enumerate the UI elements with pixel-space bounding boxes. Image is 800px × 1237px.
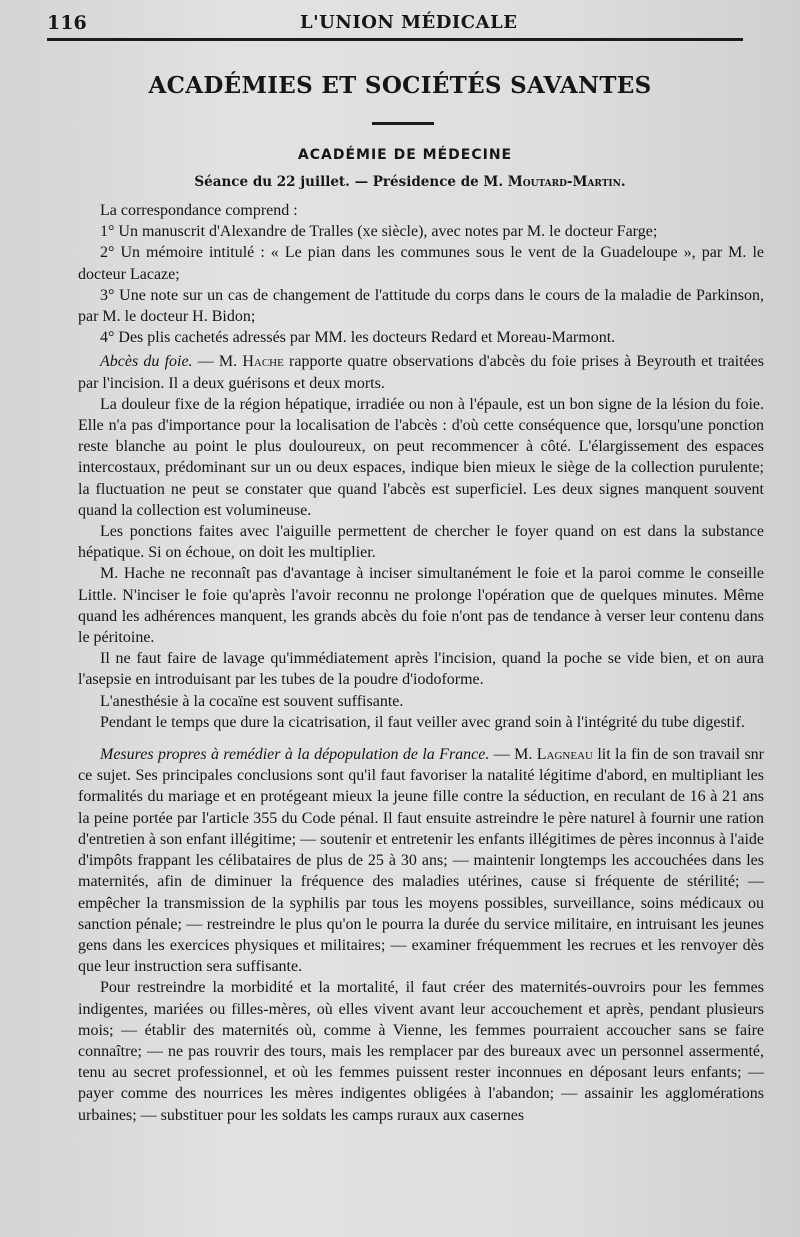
- paragraph-lead: Abcès du foie.: [100, 353, 193, 371]
- academy-heading: ACADÉMIE DE MÉDECINE: [297, 147, 513, 163]
- paragraph: 3° Une note sur un cas de changement de l'attitude du corps dans le cours de la maladie de Parkinson, par M. le docteur H. Bidon;: [78, 286, 764, 326]
- session-line: [0, 174, 800, 190]
- paragraph-dash: — M.: [489, 746, 537, 764]
- page-number: 116: [47, 12, 87, 34]
- paragraph-depopulation: [78, 744, 764, 977]
- article-body: [78, 200, 764, 1126]
- title-rule: [372, 122, 434, 125]
- session-prefix: Séance du 22 juillet. — Présidence de M.: [194, 174, 508, 190]
- header-rule: [47, 38, 743, 41]
- paragraph: L'anesthésie à la cocaïne est souvent suffisante.: [100, 692, 404, 710]
- paragraph-text: lit la fin de son travail snr ce sujet. Ses principales conclusions sont qu'il faut favoriser la natalité légitime d'abord, en multipliant les formalités du mariage et en protégeant mieux la jeune fille contre la séduction, en reculant de 16 à 21 ans la peine portée par l'article 355 du Code pénal. Il faut ensuite astreindre le père naturel à fournir une ration d'entretien à son enfant illégitime; — soutenir et entretenir les enfants illégitimes de pères inconnus à l'aide d'impôts frappant les célibataires de plus de 25 à 30 ans; — maintenir longtemps les accouchées dans les maternités, afin de diminuer la fréquence des maladies utérines, cause si fréquente de stérilité; — empêcher la transmission de la syphilis par tous les moyens possibles, surveillance, soins médicaux ou sanction pénale; — restreindre le plus qu'on le pourra la durée du service militaire, en intruisant les jeunes gens dans les exercices physiques et militaires; — examiner fréquemment les recrues et les renvoyer dès que leur instruction sera suffisante.: [78, 746, 764, 976]
- paragraph: 4° Des plis cachetés adressés par MM. les docteurs Redard et Moreau-Marmont.: [100, 329, 616, 347]
- paragraph: 2° Un mémoire intitulé : « Le pian dans les communes sous le vent de la Guadeloupe », par M. le docteur Lacaze;: [78, 244, 764, 283]
- paragraph: Il ne faut faire de lavage qu'immédiatement après l'incision, quand la poche se vide bien, et on aura l'asepsie en introduisant par les tubes de la poudre d'iodoforme.: [78, 650, 764, 689]
- paragraph-abces-du-foie: [78, 351, 764, 393]
- paragraph: M. Hache ne reconnaît pas d'avantage à inciser simultanément le foie et la paroi comme le conseille Little. N'inciser le foie qu'après l'avoir reconnu ne prolonge l'opération que de quelques minutes. Même quand les adhérences manquent, les grands abcès du foie n'ont pas de tendance à verser leur contenu dans le péritoine.: [78, 565, 764, 647]
- running-title: L'UNION MÉDICALE: [300, 12, 518, 33]
- paragraph: La correspondance comprend :: [100, 202, 298, 219]
- paragraph-dash: — M.: [192, 353, 243, 371]
- section-title: ACADÉMIES ET SOCIÉTÉS SAVANTES: [148, 72, 652, 99]
- session-president: Moutard-Martin.: [507, 174, 626, 190]
- paragraph: Pendant le temps que dure la cicatrisation, il faut veiller avec grand soin à l'intégrité du tube digestif.: [100, 713, 745, 731]
- author-name: Hache: [242, 353, 284, 371]
- paragraph-lead: Mesures propres à remédier à la dépopulation de la France.: [100, 746, 490, 764]
- author-name: Lagneau: [536, 746, 593, 764]
- paragraph: 1° Un manuscrit d'Alexandre de Tralles (xe siècle), avec notes par M. le docteur Farge;: [100, 223, 658, 241]
- paragraph-text: rapporte quatre observations d'abcès du foie prises à Beyrouth et traitées par l'incision. Il a deux guérisons et deux morts.: [78, 353, 764, 392]
- paragraph: Les ponctions faites avec l'aiguille permettent de chercher le foyer quand on est dans la substance hépatique. Si on échoue, on doit les multiplier.: [78, 523, 764, 562]
- paragraph: Pour restreindre la morbidité et la mortalité, il faut créer des maternités-ouvroirs pour les femmes indigentes, mariées ou filles-mères, où elles vivent avant leur accouchement et après, pendant plusieurs mois; — établir des maternités où, comme à Vienne, les femmes pourraient accoucher sans se faire connaître; — ne pas rouvrir des tours, mais les remplacer par des bureaux avec un personnel assermenté, tenu au secret professionnel, et où les femmes puissent rester inconnues en déposant leurs enfants; — payer comme des nourrices les mères indigentes obligées à l'abandon; — assainir les agglomérations urbaines; — substituer pour les soldats les camps ruraux aux casernes: [78, 979, 764, 1124]
- page-header: [0, 0, 800, 44]
- paragraph: La douleur fixe de la région hépatique, irradiée ou non à l'épaule, est un bon signe de la lésion du foie. Elle n'a pas d'importance pour la localisation de l'abcès : d'où cette conséquence que, lorsqu'une ponction reste blanche au point le plus douloureux, on peut recommencer à côté. L'élargissement des espaces intercostaux, prédominant sur un ou deux espaces, indique bien mieux le siège de la collection purulente; la fluctuation ne peut se constater que quand l'abcès est superficiel. Les deux signes manquent souvent quand la collection est volumineuse.: [78, 395, 764, 519]
